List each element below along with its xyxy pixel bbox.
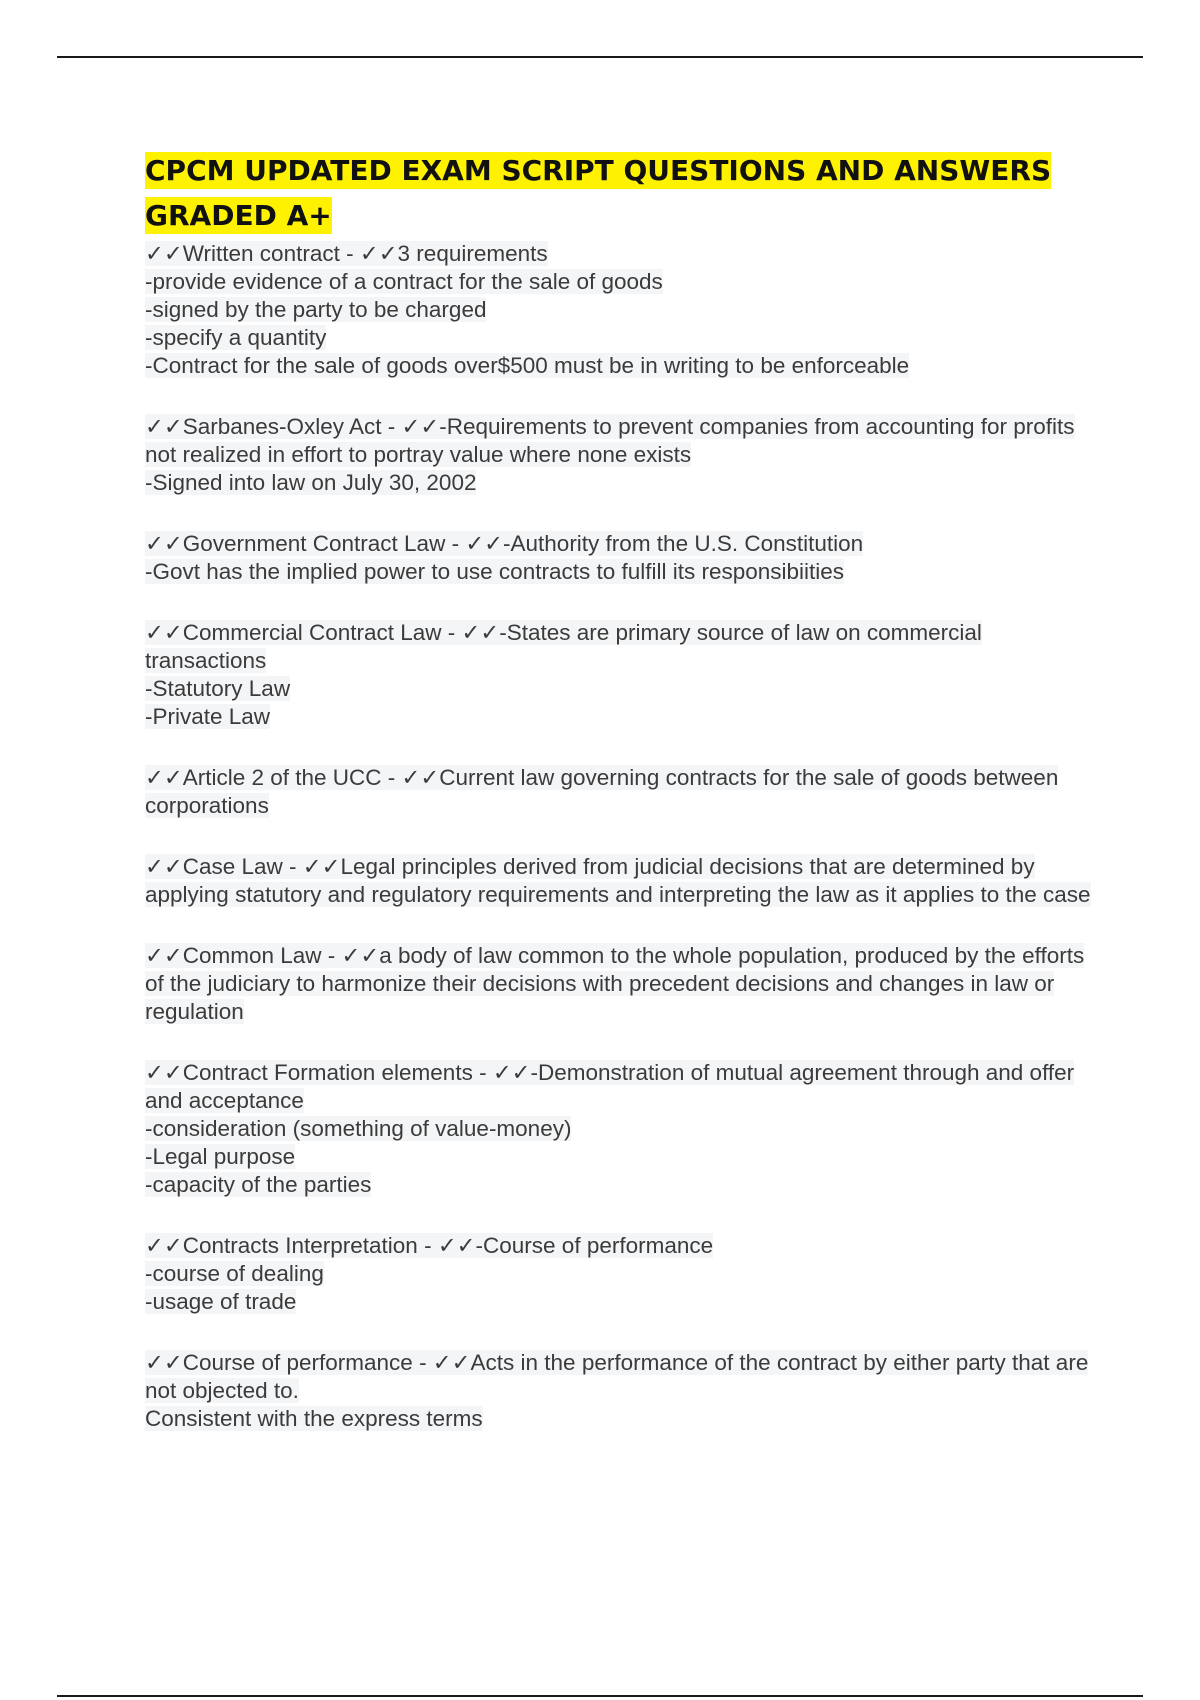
qa-line: ✓✓Sarbanes-Oxley Act - ✓✓-Requirements to prevent companies from accounting for profits not realized in effort to portray value where none exists <box>145 414 1075 467</box>
qa-entry <box>145 853 1095 909</box>
qa-entry <box>145 619 1095 731</box>
qa-line: ✓✓Contract Formation elements - ✓✓-Demonstration of mutual agreement through and offer and acceptance <box>145 1060 1075 1113</box>
qa-entry <box>145 1059 1095 1199</box>
qa-line: ✓✓Common Law - ✓✓a body of law common to the whole population, produced by the efforts of the judiciary to harmonize their decisions with precedent decisions and changes in law or regulation <box>145 943 1085 1024</box>
document-body <box>145 148 1095 1466</box>
document-title-text: CPCM UPDATED EXAM SCRIPT QUESTIONS AND ANSWERS GRADED A+ <box>145 154 1052 232</box>
qa-line: -Legal purpose <box>145 1144 296 1169</box>
qa-line: ✓✓Contracts Interpretation - ✓✓-Course of performance <box>145 1233 714 1258</box>
qa-line: -provide evidence of a contract for the sale of goods <box>145 269 663 294</box>
qa-line: -consideration (something of value-money) <box>145 1116 572 1141</box>
qa-line: ✓✓Commercial Contract Law - ✓✓-States are primary source of law on commercial transactions <box>145 620 982 673</box>
qa-line: -usage of trade <box>145 1289 297 1314</box>
qa-entry <box>145 1232 1095 1316</box>
document-title <box>145 148 1095 238</box>
qa-entry <box>145 530 1095 586</box>
qa-line: -Private Law <box>145 704 271 729</box>
qa-line: ✓✓Government Contract Law - ✓✓-Authority from the U.S. Constitution <box>145 531 864 556</box>
qa-line: -Contract for the sale of goods over$500 must be in writing to be enforceable <box>145 353 910 378</box>
qa-entry <box>145 240 1095 380</box>
qa-line: ✓✓Written contract - ✓✓3 requirements <box>145 241 548 266</box>
qa-line: Consistent with the express terms <box>145 1406 483 1431</box>
qa-line: -Govt has the implied power to use contracts to fulfill its responsibiities <box>145 559 845 584</box>
bottom-rule <box>57 1695 1143 1697</box>
qa-line: ✓✓Article 2 of the UCC - ✓✓Current law governing contracts for the sale of goods between corporations <box>145 765 1059 818</box>
qa-line: -signed by the party to be charged <box>145 297 487 322</box>
qa-line: -Signed into law on July 30, 2002 <box>145 470 477 495</box>
qa-line: -course of dealing <box>145 1261 324 1286</box>
qa-line: ✓✓Course of performance - ✓✓Acts in the performance of the contract by either party that are not objected to. <box>145 1350 1089 1403</box>
qa-entry <box>145 764 1095 820</box>
qa-entry <box>145 413 1095 497</box>
qa-line: ✓✓Case Law - ✓✓Legal principles derived from judicial decisions that are determined by applying statutory and regulatory requirements and interpreting the law as it applies to the case <box>145 854 1091 907</box>
qa-entry <box>145 942 1095 1026</box>
qa-entry <box>145 1349 1095 1433</box>
qa-line: -specify a quantity <box>145 325 327 350</box>
top-rule <box>57 56 1143 58</box>
qa-line: -Statutory Law <box>145 676 291 701</box>
qa-line: -capacity of the parties <box>145 1172 372 1197</box>
